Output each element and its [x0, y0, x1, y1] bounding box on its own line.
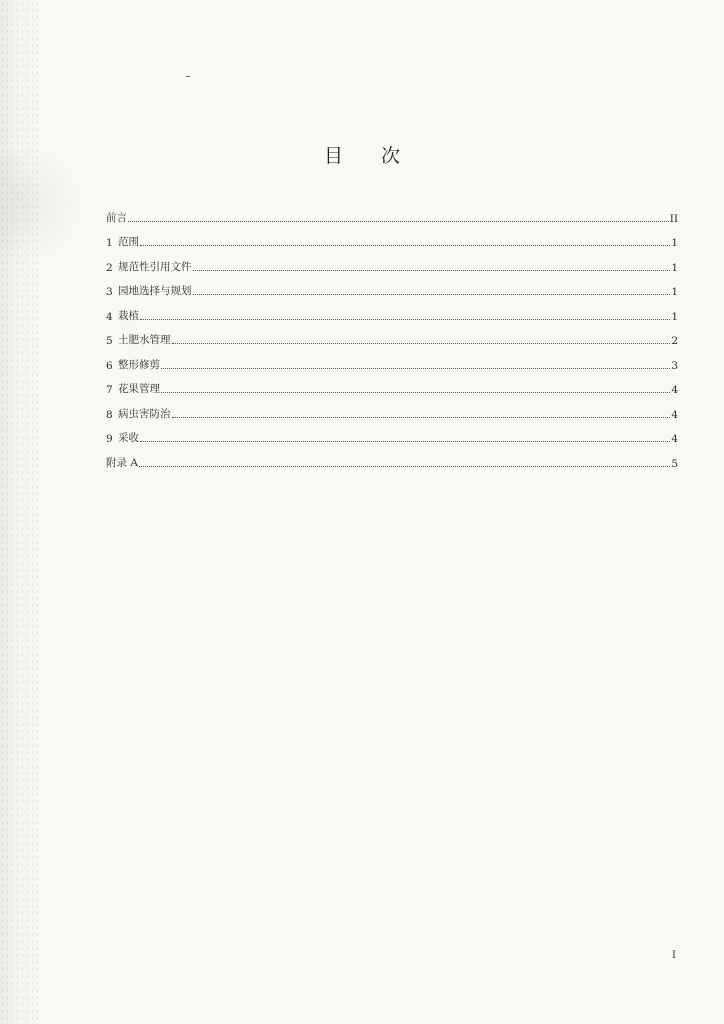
toc-title-char-2: 次 — [381, 145, 401, 167]
toc-entry-number: 1 — [106, 237, 113, 249]
toc-entry-3[interactable] — [106, 274, 678, 299]
toc-entry-9[interactable] — [106, 421, 678, 446]
toc-title — [0, 141, 724, 168]
toc-entry-number: 7 — [106, 384, 113, 396]
toc-entry-label: 规范性引用文件 — [118, 260, 192, 273]
toc-entry-page: 1 — [671, 261, 678, 274]
toc-entry-label: 前言 — [106, 211, 127, 224]
toc-entry-number: 3 — [106, 286, 113, 298]
toc-entry-page: 1 — [671, 286, 678, 298]
table-of-contents — [106, 200, 678, 470]
toc-entry-label: 附录 A — [106, 456, 138, 469]
toc-leader — [140, 318, 670, 320]
toc-entry-page: 1 — [671, 237, 678, 249]
toc-entry-appendix-a[interactable] — [106, 445, 678, 470]
toc-leader — [161, 367, 670, 369]
toc-entry-4[interactable] — [106, 298, 678, 323]
toc-entry-7[interactable] — [106, 372, 678, 397]
toc-entry-page: 2 — [671, 335, 678, 347]
toc-title-char-1: 目 — [323, 145, 343, 167]
toc-entry-1[interactable] — [106, 225, 678, 250]
toc-entry-label: 花果管理 — [118, 383, 160, 395]
toc-entry-number: 4 — [106, 310, 113, 323]
toc-leader — [140, 244, 670, 246]
toc-entry-number: 9 — [106, 433, 113, 445]
toc-leader — [128, 220, 669, 222]
toc-entry-page: II — [669, 212, 678, 225]
toc-entry-number: 2 — [106, 261, 113, 274]
toc-entry-8[interactable] — [106, 396, 678, 421]
scan-speck — [186, 76, 190, 77]
toc-entry-2[interactable] — [106, 249, 678, 274]
toc-entry-label: 病虫害防治 — [118, 407, 171, 420]
toc-entry-label: 采收 — [118, 432, 139, 444]
page-number: I — [672, 950, 676, 961]
toc-entry-foreword[interactable] — [106, 200, 678, 225]
toc-entry-label: 园地选择与规划 — [118, 285, 192, 297]
toc-leader — [140, 440, 670, 442]
toc-leader — [161, 391, 670, 393]
toc-entry-6[interactable] — [106, 347, 678, 372]
toc-entry-page: 5 — [671, 457, 678, 470]
toc-entry-number: 5 — [106, 335, 113, 347]
toc-entry-5[interactable] — [106, 323, 678, 348]
toc-entry-number: 6 — [106, 359, 113, 372]
toc-entry-page: 1 — [671, 310, 678, 323]
toc-entry-page: 3 — [671, 359, 678, 372]
toc-leader — [193, 293, 671, 295]
toc-entry-page: 4 — [671, 384, 678, 396]
toc-entry-number: 8 — [106, 408, 113, 421]
toc-leader — [172, 416, 671, 418]
toc-entry-label: 范围 — [118, 236, 139, 248]
toc-entry-label: 整形修剪 — [118, 358, 160, 371]
toc-leader — [193, 269, 671, 271]
toc-entry-page: 4 — [671, 433, 678, 445]
toc-entry-label: 栽植 — [118, 309, 139, 322]
toc-leader — [139, 465, 670, 467]
toc-entry-page: 4 — [671, 408, 678, 421]
toc-leader — [172, 342, 671, 344]
toc-entry-label: 土肥水管理 — [118, 334, 171, 346]
